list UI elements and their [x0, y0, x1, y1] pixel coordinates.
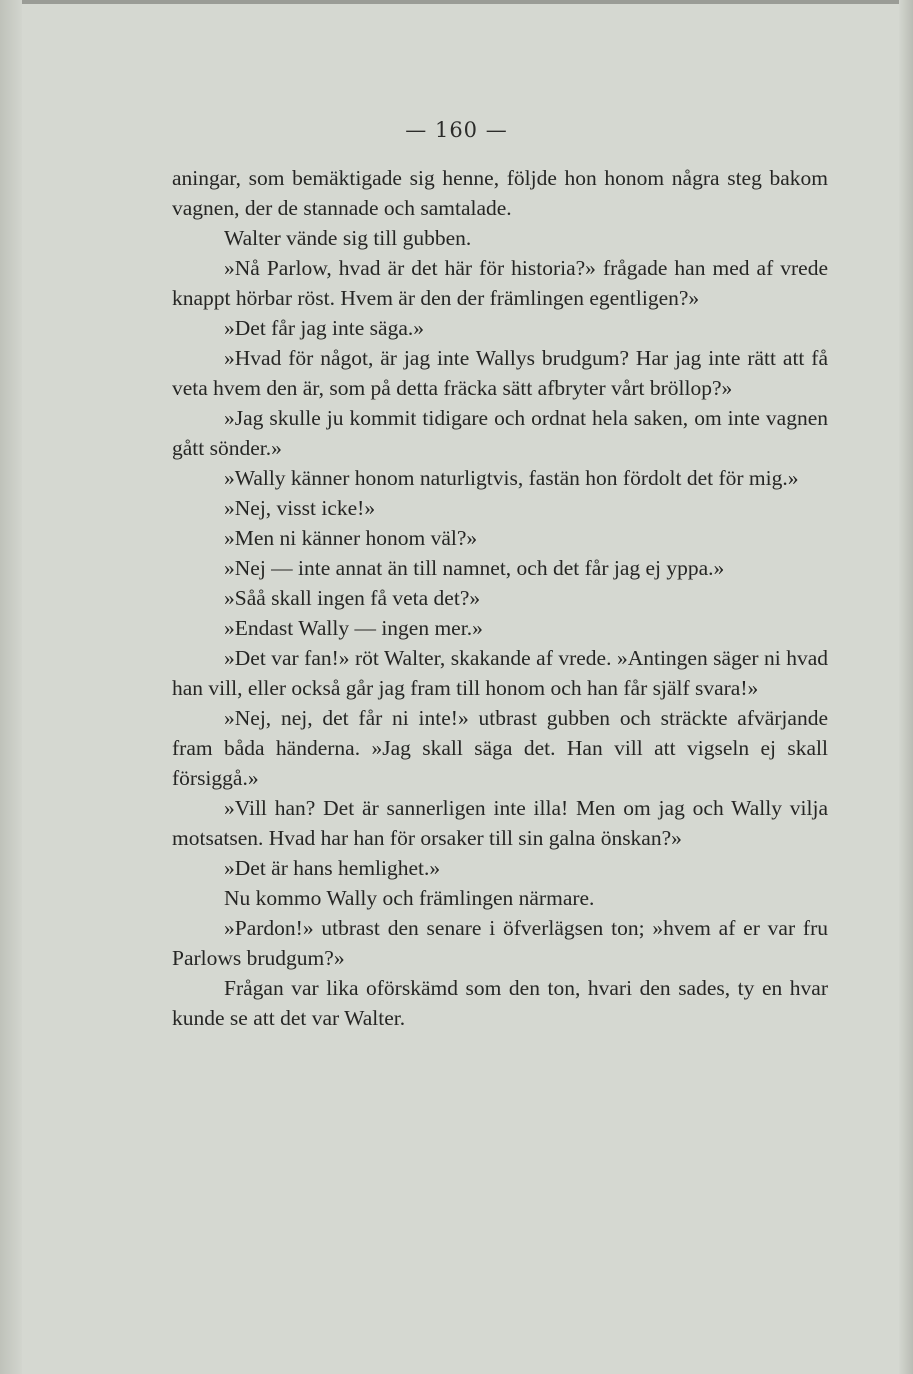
paragraph: Frågan var lika oförskämd som den ton, hvari den sades, ty en hvar kunde se att det var Walter. — [172, 976, 828, 1030]
paragraph: »Wally känner honom naturligtvis, fastän hon fördolt det för mig.» — [224, 466, 799, 490]
paragraph: aningar, som bemäktigade sig henne, följde hon honom några steg bakom vagnen, der de stannade och samtalade. — [172, 166, 828, 220]
paragraph: »Men ni känner honom väl?» — [224, 526, 478, 550]
paragraph: »Nå Parlow, hvad är det här för historia?» frågade han med af vrede knappt hörbar röst. Hvem är den der främlingen egentligen?» — [172, 256, 828, 310]
paragraph: »Det är hans hemlighet.» — [224, 856, 441, 880]
paragraph: »Hvad för något, är jag inte Wallys brudgum? Har jag inte rätt att få veta hvem den är, som på detta fräcka sätt afbryter vårt bröllop?» — [172, 346, 828, 400]
paragraph: »Det var fan!» röt Walter, skakande af vrede. »Antingen säger ni hvad han vill, eller också går jag fram till honom och han får själf svara!» — [172, 646, 828, 700]
left-page-edge — [0, 0, 22, 1374]
paragraph: »Såå skall ingen få veta det?» — [224, 586, 481, 610]
paragraph: Nu kommo Wally och främlingen närmare. — [224, 886, 595, 910]
paragraph: »Det får jag inte säga.» — [224, 316, 424, 340]
paragraph: »Vill han? Det är sannerligen inte illa! Men om jag och Wally vilja motsatsen. Hvad har han för orsaker till sin galna önskan?» — [172, 796, 828, 850]
top-edge-shadow — [0, 0, 913, 4]
paragraph: »Endast Wally — ingen mer.» — [224, 616, 483, 640]
paragraph: Walter vände sig till gubben. — [224, 226, 472, 250]
paragraph: »Nej, nej, det får ni inte!» utbrast gubben och sträckte afvärjande fram båda händerna. »Jag skall säga det. Han vill att vigseln ej skall försiggå.» — [172, 706, 828, 790]
paragraph: »Jag skulle ju kommit tidigare och ordnat hela saken, om inte vagnen gått sönder.» — [172, 406, 828, 460]
right-page-edge — [899, 0, 913, 1374]
paragraph: »Nej — inte annat än till namnet, och det får jag ej yppa.» — [224, 556, 725, 580]
page-number: — 160 — — [405, 118, 508, 142]
paragraph: »Nej, visst icke!» — [224, 496, 376, 520]
body-text — [172, 163, 828, 1033]
paragraph: »Pardon!» utbrast den senare i öfverlägsen ton; »hvem af er var fru Parlows brudgum?» — [172, 916, 828, 970]
